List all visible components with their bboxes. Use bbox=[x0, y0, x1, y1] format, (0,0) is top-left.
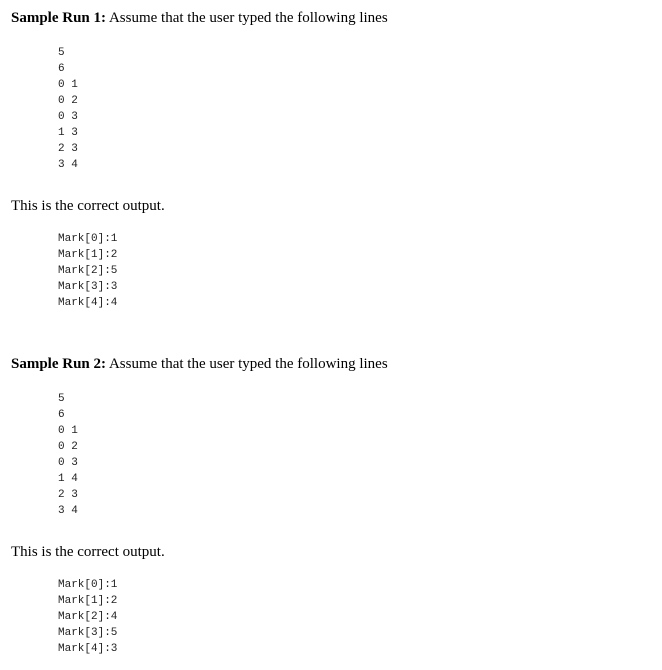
output-line: Mark[4]:4 bbox=[58, 297, 118, 309]
input-line: 6 bbox=[58, 63, 65, 75]
output-line: Mark[2]:4 bbox=[58, 611, 118, 623]
sample-run-1-intro: Assume that the user typed the following lines bbox=[106, 10, 388, 26]
sample-run-1-label: Sample Run 1: bbox=[11, 10, 107, 26]
input-line: 3 4 bbox=[58, 505, 78, 517]
input-line: 0 1 bbox=[58, 425, 78, 437]
input-line: 1 3 bbox=[58, 127, 78, 139]
sample-run-1-heading bbox=[11, 9, 388, 28]
input-line: 5 bbox=[58, 47, 65, 59]
sample-run-2-output-intro: This is the correct output. bbox=[11, 544, 165, 560]
output-line: Mark[1]:2 bbox=[58, 249, 118, 261]
sample-run-1-output-intro: This is the correct output. bbox=[11, 198, 165, 214]
output-line: Mark[2]:5 bbox=[58, 265, 118, 277]
input-line: 0 1 bbox=[58, 79, 78, 91]
input-line: 3 4 bbox=[58, 159, 78, 171]
sample-run-1-output-block bbox=[11, 231, 117, 311]
sample-run-2-output-block bbox=[11, 577, 117, 657]
output-line: Mark[0]:1 bbox=[58, 579, 118, 591]
output-line: Mark[3]:3 bbox=[58, 281, 118, 293]
input-line: 5 bbox=[58, 393, 65, 405]
input-line: 2 3 bbox=[58, 143, 78, 155]
input-line: 0 2 bbox=[58, 95, 78, 107]
input-line: 0 2 bbox=[58, 441, 78, 453]
output-line: Mark[4]:3 bbox=[58, 643, 118, 655]
input-line: 0 3 bbox=[58, 111, 78, 123]
output-line: Mark[3]:5 bbox=[58, 627, 118, 639]
output-line: Mark[0]:1 bbox=[58, 233, 118, 245]
input-line: 1 4 bbox=[58, 473, 78, 485]
input-line: 0 3 bbox=[58, 457, 78, 469]
input-line: 6 bbox=[58, 409, 65, 421]
sample-run-2-label: Sample Run 2: bbox=[11, 356, 107, 372]
sample-run-2-intro: Assume that the user typed the following lines bbox=[106, 356, 388, 372]
sample-run-2-input-block bbox=[11, 391, 78, 519]
input-line: 2 3 bbox=[58, 489, 78, 501]
sample-run-1-input-block bbox=[11, 45, 78, 173]
sample-run-2-heading bbox=[11, 355, 388, 374]
output-line: Mark[1]:2 bbox=[58, 595, 118, 607]
